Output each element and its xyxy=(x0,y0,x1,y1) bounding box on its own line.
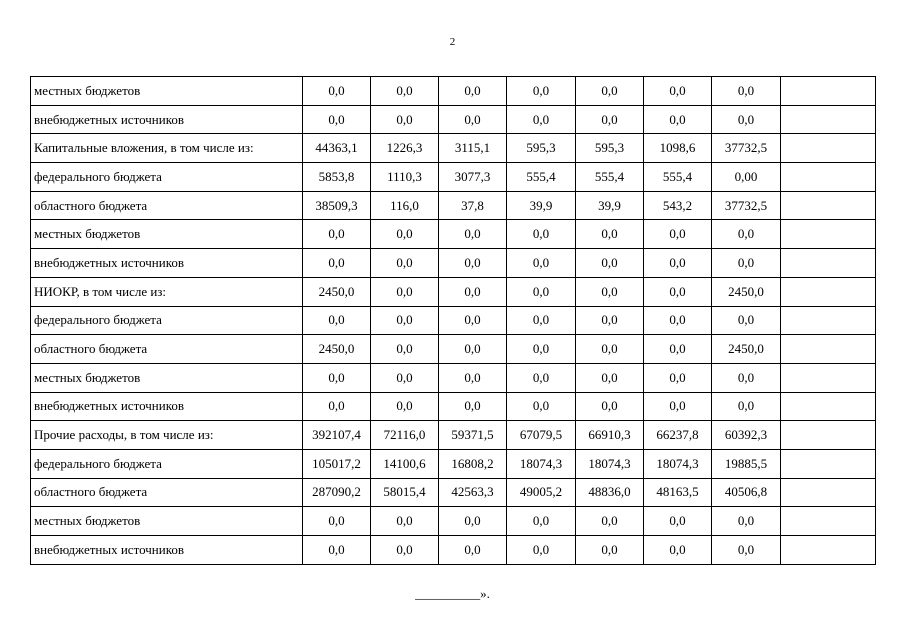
value-cell: 0,0 xyxy=(439,249,507,278)
row-label: внебюджетных источников xyxy=(31,249,303,278)
value-cell: 0,0 xyxy=(303,220,371,249)
value-cell: 0,0 xyxy=(576,306,644,335)
value-cell: 37,8 xyxy=(439,191,507,220)
table-row xyxy=(31,77,876,106)
value-cell: 0,0 xyxy=(576,105,644,134)
value-cell: 0,0 xyxy=(576,507,644,536)
value-cell: 0,0 xyxy=(644,363,712,392)
table-row xyxy=(31,220,876,249)
value-cell: 0,0 xyxy=(303,77,371,106)
value-cell: 0,0 xyxy=(439,277,507,306)
empty-cell xyxy=(781,105,876,134)
value-cell: 49005,2 xyxy=(507,478,576,507)
value-cell: 0,0 xyxy=(644,105,712,134)
value-cell: 0,0 xyxy=(439,507,507,536)
empty-cell xyxy=(781,134,876,163)
value-cell: 0,0 xyxy=(303,392,371,421)
table-row xyxy=(31,163,876,192)
table-body xyxy=(31,77,876,565)
value-cell: 0,0 xyxy=(371,77,439,106)
value-cell: 44363,1 xyxy=(303,134,371,163)
value-cell: 0,0 xyxy=(439,536,507,565)
value-cell: 0,0 xyxy=(303,363,371,392)
value-cell: 0,0 xyxy=(576,77,644,106)
budget-table xyxy=(30,76,876,565)
value-cell: 595,3 xyxy=(507,134,576,163)
value-cell: 0,0 xyxy=(371,306,439,335)
value-cell: 2450,0 xyxy=(712,277,781,306)
value-cell: 0,0 xyxy=(507,507,576,536)
table-row xyxy=(31,392,876,421)
value-cell: 67079,5 xyxy=(507,421,576,450)
value-cell: 0,0 xyxy=(439,77,507,106)
value-cell: 287090,2 xyxy=(303,478,371,507)
empty-cell xyxy=(781,249,876,278)
value-cell: 1110,3 xyxy=(371,163,439,192)
value-cell: 0,0 xyxy=(644,536,712,565)
value-cell: 37732,5 xyxy=(712,134,781,163)
value-cell: 543,2 xyxy=(644,191,712,220)
table-row xyxy=(31,134,876,163)
value-cell: 0,0 xyxy=(507,306,576,335)
empty-cell xyxy=(781,277,876,306)
value-cell: 0,0 xyxy=(371,536,439,565)
value-cell: 0,0 xyxy=(303,536,371,565)
value-cell: 0,0 xyxy=(576,220,644,249)
empty-cell xyxy=(781,191,876,220)
value-cell: 0,0 xyxy=(576,392,644,421)
table-row xyxy=(31,507,876,536)
value-cell: 37732,5 xyxy=(712,191,781,220)
row-label: Капитальные вложения, в том числе из: xyxy=(31,134,303,163)
value-cell: 0,0 xyxy=(712,536,781,565)
value-cell: 0,0 xyxy=(644,277,712,306)
value-cell: 0,0 xyxy=(507,77,576,106)
value-cell: 0,0 xyxy=(507,105,576,134)
row-label: федерального бюджета xyxy=(31,306,303,335)
value-cell: 0,0 xyxy=(371,363,439,392)
row-label: Прочие расходы, в том числе из: xyxy=(31,421,303,450)
value-cell: 392107,4 xyxy=(303,421,371,450)
value-cell: 2450,0 xyxy=(712,335,781,364)
value-cell: 0,0 xyxy=(303,306,371,335)
table-row xyxy=(31,191,876,220)
row-label: местных бюджетов xyxy=(31,507,303,536)
value-cell: 0,0 xyxy=(712,306,781,335)
value-cell: 0,0 xyxy=(712,507,781,536)
value-cell: 66910,3 xyxy=(576,421,644,450)
empty-cell xyxy=(781,220,876,249)
row-label: внебюджетных источников xyxy=(31,536,303,565)
value-cell: 58015,4 xyxy=(371,478,439,507)
table-row xyxy=(31,249,876,278)
empty-cell xyxy=(781,306,876,335)
value-cell: 18074,3 xyxy=(507,449,576,478)
empty-cell xyxy=(781,478,876,507)
value-cell: 0,0 xyxy=(371,277,439,306)
value-cell: 0,0 xyxy=(644,77,712,106)
value-cell: 0,0 xyxy=(507,220,576,249)
value-cell: 0,0 xyxy=(507,392,576,421)
value-cell: 0,0 xyxy=(644,392,712,421)
row-label: местных бюджетов xyxy=(31,220,303,249)
page-number: 2 xyxy=(449,36,456,48)
value-cell: 2450,0 xyxy=(303,277,371,306)
value-cell: 0,0 xyxy=(644,220,712,249)
row-label: федерального бюджета xyxy=(31,163,303,192)
value-cell: 48836,0 xyxy=(576,478,644,507)
empty-cell xyxy=(781,163,876,192)
value-cell: 40506,8 xyxy=(712,478,781,507)
table-row xyxy=(31,105,876,134)
empty-cell xyxy=(781,421,876,450)
value-cell: 0,0 xyxy=(507,249,576,278)
row-label: внебюджетных источников xyxy=(31,392,303,421)
empty-cell xyxy=(781,536,876,565)
table-row xyxy=(31,449,876,478)
value-cell: 0,00 xyxy=(712,163,781,192)
value-cell: 39,9 xyxy=(576,191,644,220)
table-row xyxy=(31,306,876,335)
table-row xyxy=(31,478,876,507)
value-cell: 42563,3 xyxy=(439,478,507,507)
row-label: областного бюджета xyxy=(31,191,303,220)
row-label: внебюджетных источников xyxy=(31,105,303,134)
value-cell: 14100,6 xyxy=(371,449,439,478)
empty-cell xyxy=(781,363,876,392)
value-cell: 555,4 xyxy=(507,163,576,192)
value-cell: 0,0 xyxy=(303,507,371,536)
value-cell: 1226,3 xyxy=(371,134,439,163)
value-cell: 16808,2 xyxy=(439,449,507,478)
table-row xyxy=(31,363,876,392)
value-cell: 0,0 xyxy=(371,105,439,134)
value-cell: 0,0 xyxy=(576,536,644,565)
value-cell: 0,0 xyxy=(644,249,712,278)
table-row xyxy=(31,536,876,565)
value-cell: 2450,0 xyxy=(303,335,371,364)
value-cell: 0,0 xyxy=(644,335,712,364)
value-cell: 0,0 xyxy=(712,363,781,392)
value-cell: 0,0 xyxy=(371,220,439,249)
value-cell: 3077,3 xyxy=(439,163,507,192)
empty-cell xyxy=(781,507,876,536)
value-cell: 555,4 xyxy=(644,163,712,192)
value-cell: 0,0 xyxy=(576,249,644,278)
value-cell: 0,0 xyxy=(303,249,371,278)
value-cell: 0,0 xyxy=(712,249,781,278)
value-cell: 66237,8 xyxy=(644,421,712,450)
value-cell: 60392,3 xyxy=(712,421,781,450)
value-cell: 0,0 xyxy=(644,507,712,536)
value-cell: 0,0 xyxy=(439,105,507,134)
value-cell: 0,0 xyxy=(644,306,712,335)
value-cell: 105017,2 xyxy=(303,449,371,478)
value-cell: 0,0 xyxy=(712,77,781,106)
value-cell: 0,0 xyxy=(712,105,781,134)
value-cell: 48163,5 xyxy=(644,478,712,507)
value-cell: 59371,5 xyxy=(439,421,507,450)
value-cell: 19885,5 xyxy=(712,449,781,478)
row-label: областного бюджета xyxy=(31,335,303,364)
value-cell: 0,0 xyxy=(439,363,507,392)
table-row xyxy=(31,277,876,306)
value-cell: 0,0 xyxy=(439,392,507,421)
value-cell: 0,0 xyxy=(371,507,439,536)
value-cell: 116,0 xyxy=(371,191,439,220)
value-cell: 0,0 xyxy=(507,335,576,364)
value-cell: 0,0 xyxy=(303,105,371,134)
value-cell: 0,0 xyxy=(507,277,576,306)
value-cell: 0,0 xyxy=(507,363,576,392)
value-cell: 0,0 xyxy=(371,335,439,364)
value-cell: 38509,3 xyxy=(303,191,371,220)
empty-cell xyxy=(781,77,876,106)
value-cell: 0,0 xyxy=(371,392,439,421)
value-cell: 39,9 xyxy=(507,191,576,220)
row-label: местных бюджетов xyxy=(31,77,303,106)
value-cell: 0,0 xyxy=(576,335,644,364)
row-label: федерального бюджета xyxy=(31,449,303,478)
row-label: местных бюджетов xyxy=(31,363,303,392)
value-cell: 18074,3 xyxy=(644,449,712,478)
value-cell: 0,0 xyxy=(576,363,644,392)
value-cell: 595,3 xyxy=(576,134,644,163)
value-cell: 5853,8 xyxy=(303,163,371,192)
value-cell: 555,4 xyxy=(576,163,644,192)
value-cell: 0,0 xyxy=(439,220,507,249)
value-cell: 0,0 xyxy=(712,392,781,421)
row-label: областного бюджета xyxy=(31,478,303,507)
empty-cell xyxy=(781,392,876,421)
row-label: НИОКР, в том числе из: xyxy=(31,277,303,306)
table-row xyxy=(31,421,876,450)
value-cell: 0,0 xyxy=(371,249,439,278)
value-cell: 3115,1 xyxy=(439,134,507,163)
value-cell: 72116,0 xyxy=(371,421,439,450)
footer-text: __________». xyxy=(415,586,490,601)
value-cell: 0,0 xyxy=(712,220,781,249)
value-cell: 18074,3 xyxy=(576,449,644,478)
value-cell: 0,0 xyxy=(576,277,644,306)
value-cell: 0,0 xyxy=(507,536,576,565)
value-cell: 1098,6 xyxy=(644,134,712,163)
value-cell: 0,0 xyxy=(439,306,507,335)
value-cell: 0,0 xyxy=(439,335,507,364)
table-row xyxy=(31,335,876,364)
empty-cell xyxy=(781,335,876,364)
empty-cell xyxy=(781,449,876,478)
